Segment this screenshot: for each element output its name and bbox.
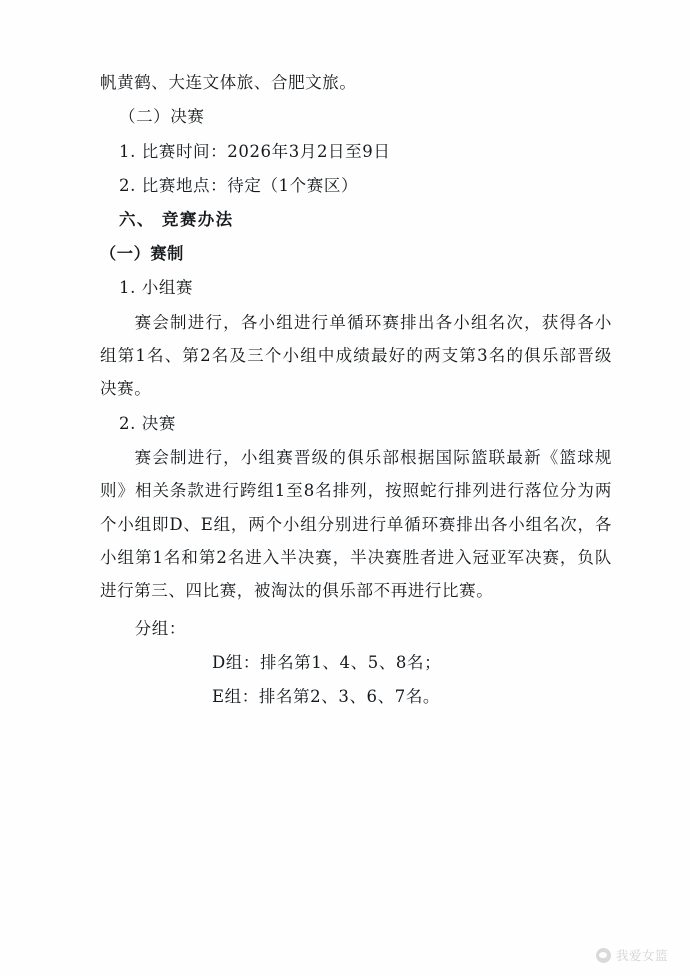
paragraph-clubs-continued: 帆黄鹤、大连文体旅、合肥文旅。	[100, 73, 357, 92]
weibo-avatar-icon	[596, 948, 611, 963]
paragraph-final-date: 1. 比赛时间：2026年3月2日至9日	[118, 141, 391, 161]
paragraph-section-final-round: （二）决赛	[118, 107, 205, 127]
paragraph-group-stage-title: 1. 小组赛	[118, 278, 194, 298]
paragraph-grouping-label: 分组：	[134, 618, 186, 638]
paragraph-finals-title: 2. 决赛	[118, 413, 176, 433]
heading-competition-method: 六、 竞赛办法	[118, 210, 234, 230]
document-body	[100, 66, 612, 714]
paragraph-finals-body: 赛会制进行，小组赛晋级的俱乐部根据国际篮联最新《篮球规则》相关条款进行跨组1至8名排列，按照蛇行排列进行落位分为两个小组即D、E组，两个小组分别进行单循环赛排出各小组名次，各小组第1名和第2名进入半决赛，半决赛胜者进入冠亚军决赛，负队进行第三、四比赛，被淘汰的俱乐部不再进行比赛。	[100, 448, 612, 601]
paragraph-group-e: E组：排名第2、3、6、7名。	[212, 687, 441, 707]
paragraph-group-d: D组：排名第1、4、5、8名；	[212, 652, 442, 672]
paragraph-group-stage-body: 赛会制进行，各小组进行单循环赛排出各小组名次，获得各小组第1名、第2名及三个小组中成绩最好的两支第3名的俱乐部晋级决赛。	[100, 312, 612, 399]
watermark-label: 我爱女篮	[615, 948, 668, 963]
subheading-format: （一）赛制	[100, 243, 184, 263]
watermark	[596, 946, 668, 964]
paragraph-final-venue: 2. 比赛地点：待定（1个赛区）	[118, 175, 359, 195]
